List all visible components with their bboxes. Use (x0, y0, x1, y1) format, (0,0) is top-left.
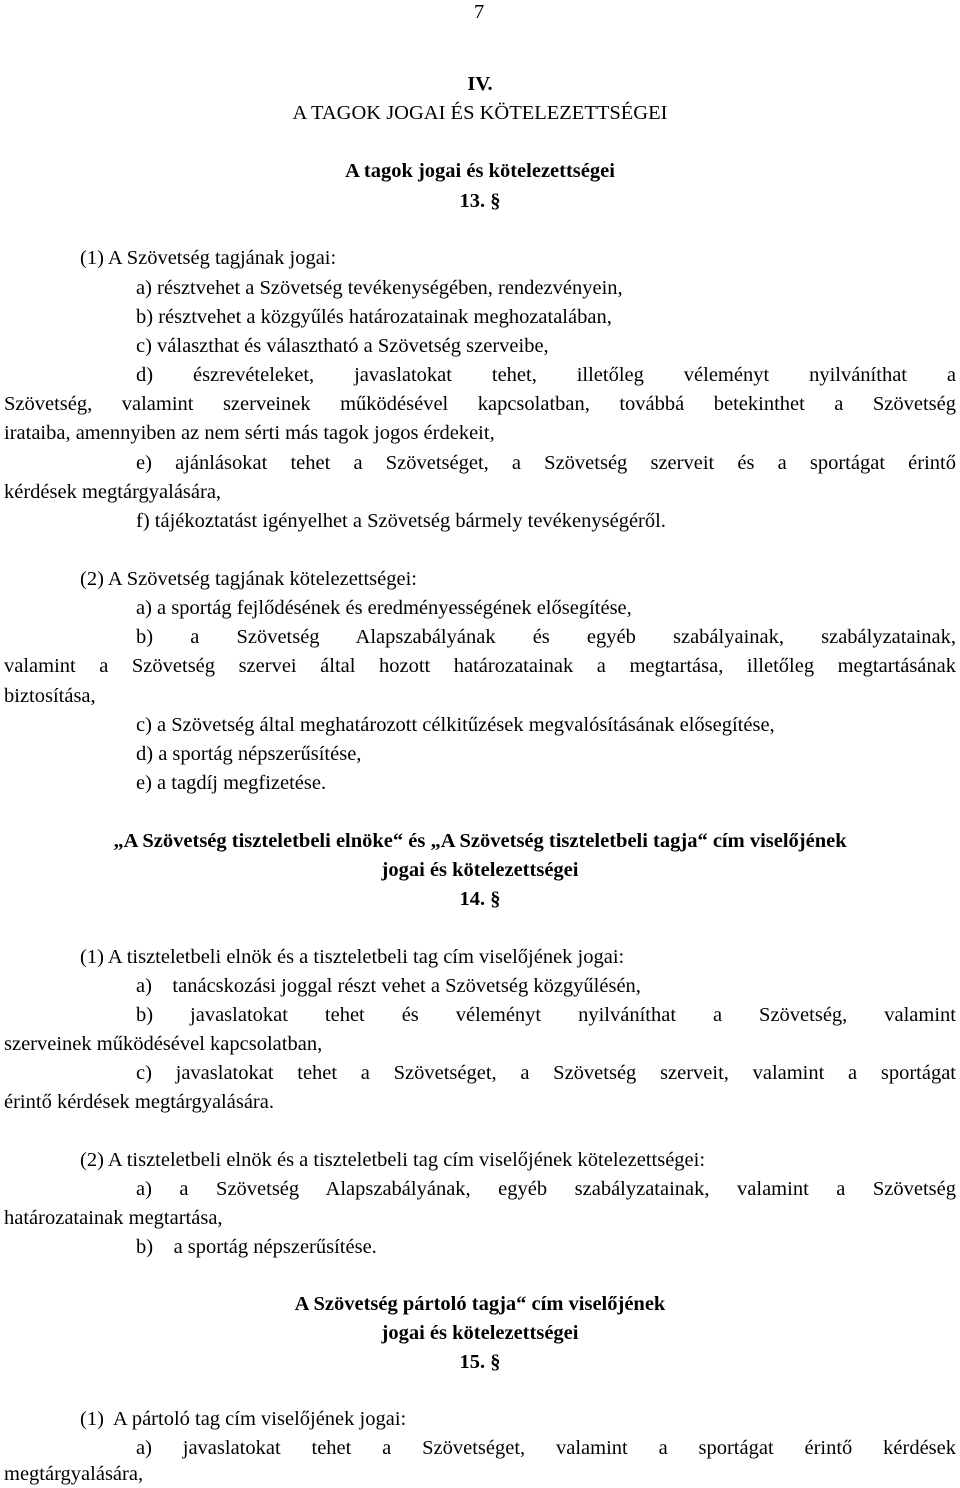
s14-p1-item-c-line2: érintő kérdések megtárgyalására. (4, 1091, 274, 1113)
s15-p1-item-a-line2: megtárgyalására, (4, 1463, 144, 1485)
section-14-number: 14. § (459, 888, 501, 910)
s13-p2-item-a: a) a sportág fejlődésének és eredményességének elősegítése, (136, 597, 632, 619)
s13-p1-item-e-line1: e) ajánlásokat tehet a Szövetséget, a Szövetség szerveit és a sportágat érintő (136, 452, 956, 474)
s14-p2-intro: (2) A tiszteletbeli elnök és a tiszteletbeli tag cím viselőjének kötelezettségei: (80, 1149, 706, 1171)
s14-p1-intro: (1) A tiszteletbeli elnök és a tiszteletbeli tag cím viselőjének jogai: (80, 946, 625, 968)
chapter-title: A TAGOK JOGAI ÉS KÖTELEZETTSÉGEI (292, 102, 668, 124)
section-14-heading-line2: jogai és kötelezettségei (381, 859, 579, 881)
s13-p2-item-b-line3: biztosítása, (4, 685, 96, 707)
s13-p2-item-b-line2: valamint a Szövetség szervei által hozott határozatainak a megtartása, illetőleg megtartásának (4, 655, 956, 677)
s13-p1-item-c: c) választhat és választható a Szövetség szerveibe, (136, 335, 549, 357)
section-13-number: 13. § (459, 190, 501, 212)
s13-p1-item-b: b) résztvehet a közgyűlés határozatainak meghozatalában, (136, 306, 612, 328)
s13-p2-intro: (2) A Szövetség tagjának kötelezettségei: (80, 568, 417, 590)
s13-p2-item-b-line1: b) a Szövetség Alapszabályának és egyéb szabályainak, szabályzatainak, (136, 626, 956, 648)
section-15-heading-line1: A Szövetség pártoló tagja“ cím viselőjének (294, 1293, 666, 1315)
s13-p1-item-e-line2: kérdések megtárgyalására, (4, 481, 222, 503)
s14-p2-item-a-line1: a) a Szövetség Alapszabályának, egyéb szabályzatainak, valamint a Szövetség (136, 1178, 956, 1200)
s13-p1-item-f: f) tájékoztatást igényelhet a Szövetség bármely tevékenységéről. (136, 510, 666, 532)
s14-p1-item-b-line2: szerveinek működésével kapcsolatban, (4, 1033, 323, 1055)
s15-p1-item-a-line1: a) javaslatokat tehet a Szövetséget, valamint a sportágat érintő kérdések (136, 1437, 956, 1459)
section-13-heading: A tagok jogai és kötelezettségei (345, 160, 615, 182)
s13-p1-item-a: a) résztvehet a Szövetség tevékenységében, rendezvényein, (136, 277, 623, 299)
s13-p2-item-c: c) a Szövetség által meghatározott célkitűzések megvalósításának elősegítése, (136, 714, 775, 736)
s14-p2-item-a-line2: határozatainak megtartása, (4, 1207, 223, 1229)
s14-p1-item-b-line1: b) javaslatokat tehet és véleményt nyilváníthat a Szövetség, valamint (136, 1004, 956, 1026)
page-number: 7 (474, 1, 485, 23)
section-15-number: 15. § (459, 1351, 501, 1373)
s14-p1-item-a: a) tanácskozási joggal részt vehet a Szövetség közgyűlésén, (136, 975, 641, 997)
s13-p2-item-d: d) a sportág népszerűsítése, (136, 743, 362, 765)
s14-p1-item-c-line1: c) javaslatokat tehet a Szövetséget, a Szövetség szerveit, valamint a sportágat (136, 1062, 956, 1084)
s13-p1-intro: (1) A Szövetség tagjának jogai: (80, 247, 337, 269)
s13-p1-item-d-line3: irataiba, amennyiben az nem sérti más tagok jogos érdekeit, (4, 422, 495, 444)
s13-p1-item-d-line2: Szövetség, valamint szerveinek működésével kapcsolatban, továbbá betekinthet a Szövetség (4, 393, 956, 415)
s14-p2-item-b: b) a sportág népszerűsítése. (136, 1236, 377, 1258)
section-15-heading-line2: jogai és kötelezettségei (381, 1322, 579, 1344)
s13-p1-item-d-line1: d) észrevételeket, javaslatokat tehet, illetőleg véleményt nyilváníthat a (136, 364, 956, 386)
s13-p2-item-e: e) a tagdíj megfizetése. (136, 772, 327, 794)
chapter-numeral: IV. (467, 73, 493, 95)
section-14-heading-line1: „A Szövetség tiszteletbeli elnöke“ és „A Szövetség tiszteletbeli tagja“ cím viselőjének (113, 830, 847, 852)
s15-p1-intro: (1) A pártoló tag cím viselőjének jogai: (80, 1408, 407, 1430)
